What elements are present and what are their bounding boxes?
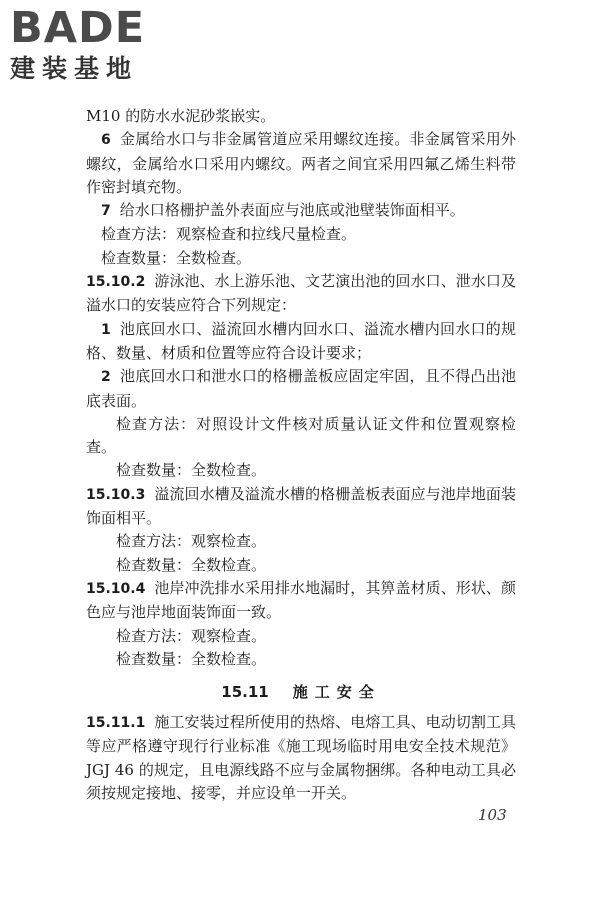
clause (86, 577, 516, 625)
check-method: 检查方法：对照设计文件核对质量认证文件和位置观察检查。 (86, 414, 516, 457)
brand-logo (10, 4, 180, 86)
logo-wordmark: BADE (10, 3, 146, 53)
check-method: 检查方法：观察检查。 (116, 532, 267, 551)
clause (86, 483, 516, 531)
clause (86, 711, 516, 805)
section-title: 施工安全 (292, 683, 381, 702)
clause-text: 池岸冲洗排水采用排水地漏时，其箅盖材质、形状、颜色应与池岸地面装饰面一致。 (86, 578, 516, 622)
logo-subtitle: 建装基地 (10, 54, 139, 83)
check-quantity: 检查数量：全数检查。 (116, 649, 267, 668)
clause-number: 15.10.2 (86, 274, 146, 291)
item-text: 金属给水口与非金属管道应采用螺纹连接。非金属管采用外螺纹，金属给水口采用内螺纹。两者之间宜采用四氟乙烯生料带作密封填充物。 (86, 130, 516, 196)
item-text: 给水口格栅护盖外表面应与池底或池壁装饰面相平。 (119, 201, 465, 220)
check-quantity: 检查数量：全数检查。 (116, 555, 267, 574)
item-number: 6 (101, 132, 111, 149)
section-heading (86, 679, 516, 705)
list-item (86, 365, 516, 413)
section-number: 15.11 (221, 683, 269, 702)
page-number: 103 (478, 806, 507, 824)
clause-number: 15.10.4 (86, 580, 146, 597)
item-number: 7 (101, 203, 111, 220)
list-item (86, 128, 516, 199)
item-number: 2 (101, 369, 111, 386)
clause-number: 15.11.1 (86, 715, 146, 732)
check-quantity: 检查数量：全数检查。 (101, 248, 252, 267)
document-body (86, 105, 516, 805)
item-text: 池底回水口、溢流回水槽内回水口、溢流水槽内回水口的规格、数量、材质和位置等应符合设计要求； (86, 319, 516, 362)
check-method: 检查方法：观察检查和拉线尺量检查。 (101, 225, 357, 244)
item-number: 1 (101, 321, 111, 338)
paragraph-text: M10 的防水水泥砂浆嵌实。 (86, 107, 276, 125)
clause-text: 溢流回水槽及溢流水槽的格栅盖板表面应与池岸地面装饰面相平。 (86, 484, 516, 528)
check-quantity: 检查数量：全数检查。 (116, 461, 267, 480)
clause-text: 施工安装过程所使用的热熔、电熔工具、电动切割工具等应严格遵守现行行业标准《施工现场临时用电安全技术规范》JGJ 46 的规定，且电源线路不应与金属物捆绑。各种电动工具必须按规定接地、接零，并应设单一开关。 (86, 713, 516, 803)
clause (86, 270, 516, 318)
clause-number: 15.10.3 (86, 486, 146, 503)
paragraph-plain (86, 105, 516, 128)
list-item (86, 199, 516, 223)
list-item (86, 318, 516, 366)
check-method: 检查方法：观察检查。 (116, 626, 267, 645)
item-text: 池底回水口和泄水口的格栅盖板应固定牢固，且不得凸出池底表面。 (86, 367, 516, 410)
clause-text: 游泳池、水上游乐池、文艺演出池的回水口、泄水口及溢水口的安装应符合下列规定： (86, 272, 516, 315)
